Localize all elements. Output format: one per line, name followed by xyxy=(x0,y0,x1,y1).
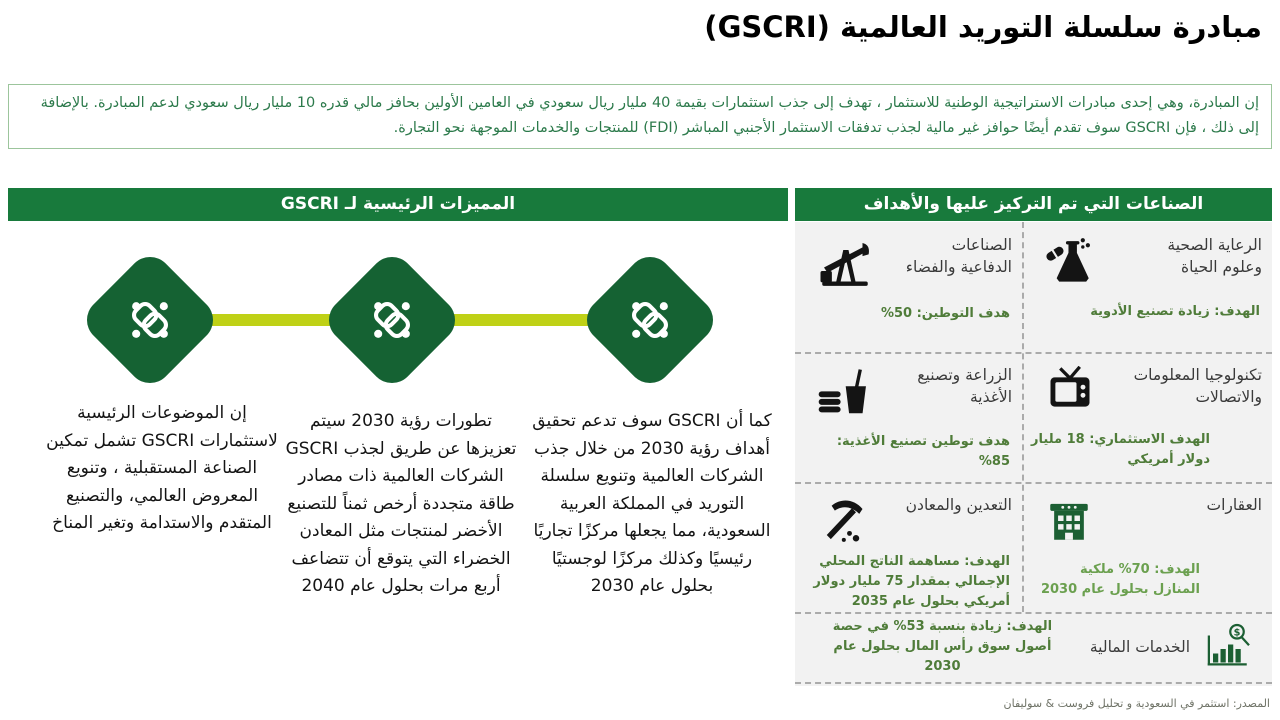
cell-head xyxy=(795,222,1022,296)
knot-icon xyxy=(124,294,176,346)
diamond-shape xyxy=(78,248,222,392)
horizontal-dashed-divider xyxy=(795,682,1272,684)
intro-paragraph: إن المبادرة، وهي إحدى مبادرات الاستراتيجية الوطنية للاستثمار ، تهدف إلى جذب استثمارات بقيمة 40 مليار ريال سعودي في العامين الأولين بحافز مالي قدره 10 مليار ريال سعودي لدعم المبادرة. بالإضافة إلى ذلك ، فإن GSCRI سوف تقدم أيضًا حوافز غير مالية لجذب تدفقات الاستثمار الأجنبي المباشر (FDI) للمنتجات والخدمات الموجهة نحو التجارة. xyxy=(8,84,1272,149)
source-note: المصدر: استثمر في السعودية و تحليل فروست & سوليفان xyxy=(1003,697,1270,710)
industry-title: الرعاية الصحية وعلوم الحياة xyxy=(1167,236,1262,277)
industries-panel xyxy=(795,222,1272,686)
industry-cell-defense xyxy=(795,222,1022,352)
flask-pill-icon xyxy=(1044,236,1098,294)
industry-target: الهدف: مساهمة الناتج المحلي الإجمالي بمقدار 75 مليار دولار أمريكي بحلول عام 2035 xyxy=(813,553,1010,609)
feature-diamond-2 xyxy=(317,245,467,395)
industries-section-header: الصناعات التي تم التركيز عليها والأهداف xyxy=(795,188,1272,221)
industry-target: الهدف الاستثماري: 18 مليار دولار أمريكي xyxy=(1031,432,1210,468)
industry-target: هدف توطين تصنيع الأغذية: 85% xyxy=(836,434,1010,470)
industry-cell-agriculture xyxy=(795,352,1022,482)
industry-cell-real-estate xyxy=(1022,482,1272,612)
burger-drink-icon xyxy=(817,366,871,424)
feature-text-3: إن الموضوعات الرئيسية لاستثمارات GSCRI تشمل تمكين الصناعة المستقبلية ، وتنويع المعروض العالمي، والتصنيع المتقدم والاستدامة وتغير المناخ xyxy=(46,403,278,534)
feature-diamond-1 xyxy=(575,245,725,395)
svg-text:$: $ xyxy=(1233,627,1241,639)
cell-head xyxy=(795,482,1022,552)
industry-target: هدف التوطين: 50% xyxy=(880,306,1010,321)
page-title: مبادرة سلسلة التوريد العالمية (GSCRI) xyxy=(704,10,1262,44)
features-section-header: المميزات الرئيسية لـ GSCRI xyxy=(8,188,788,221)
industry-title: الصناعات الدفاعية والفضاء xyxy=(905,236,1012,277)
industry-target: الهدف: زيادة تصنيع الأدوية xyxy=(1090,304,1260,319)
feature-diamond-3 xyxy=(75,245,225,395)
tv-icon xyxy=(1044,366,1096,422)
industry-cell-ict xyxy=(1022,352,1272,482)
diamond-shape xyxy=(578,248,722,392)
cell-head xyxy=(1022,222,1272,294)
pickaxe-icon xyxy=(817,496,869,552)
knot-icon xyxy=(624,294,676,346)
cell-head xyxy=(795,352,1022,424)
feature-text-1: كما أن GSCRI سوف تدعم تحقيق أهداف رؤية 2030 من خلال جذب الشركات العالمية وتنويع سلسلة التوريد في المملكة العربية السعودية، مما يجعلها مركزًا تجاريًا رئيسيًا وكذلك مركزًا لوجستيًا بحلول عام 2030 xyxy=(532,411,772,597)
chart-dollar-icon xyxy=(1204,622,1252,674)
industry-title: الزراعة وتصنيع الأغذية xyxy=(917,366,1012,407)
industry-cell-financial-services xyxy=(795,612,1272,682)
industry-target: الهدف: زيادة بنسبة 53% في حصة أصول سوق رأس المال بحلول عام 2030 xyxy=(832,618,1053,675)
industry-cell-healthcare xyxy=(1022,222,1272,352)
industry-title: تكنولوجيا المعلومات والاتصالات xyxy=(1133,366,1262,407)
industry-title: التعدين والمعادن xyxy=(905,496,1012,514)
industry-cell-mining xyxy=(795,482,1022,612)
industry-title: الخدمات المالية xyxy=(1089,638,1190,656)
cell-head xyxy=(1022,482,1272,552)
feature-text-2: تطورات رؤية 2030 سيتم تعزيزها عن طريق لجذب GSCRI الشركات العالمية ذات مصادر طاقة متجددة أرخص ثمناً للتصنيع الأخضر لمنتجات مثل المعادن الخضراء التي يتوقع أن تتضاعف أربع مرات بحلول عام 2040 xyxy=(285,411,517,597)
cell-head xyxy=(1022,352,1272,422)
industry-title: العقارات xyxy=(1206,496,1262,514)
knot-icon xyxy=(366,294,418,346)
building-icon xyxy=(1044,496,1094,550)
diamond-shape xyxy=(320,248,464,392)
pumpjack-icon xyxy=(817,236,873,296)
industry-target: الهدف: 70% ملكية المنازل بحلول عام 2030 xyxy=(1040,562,1200,598)
